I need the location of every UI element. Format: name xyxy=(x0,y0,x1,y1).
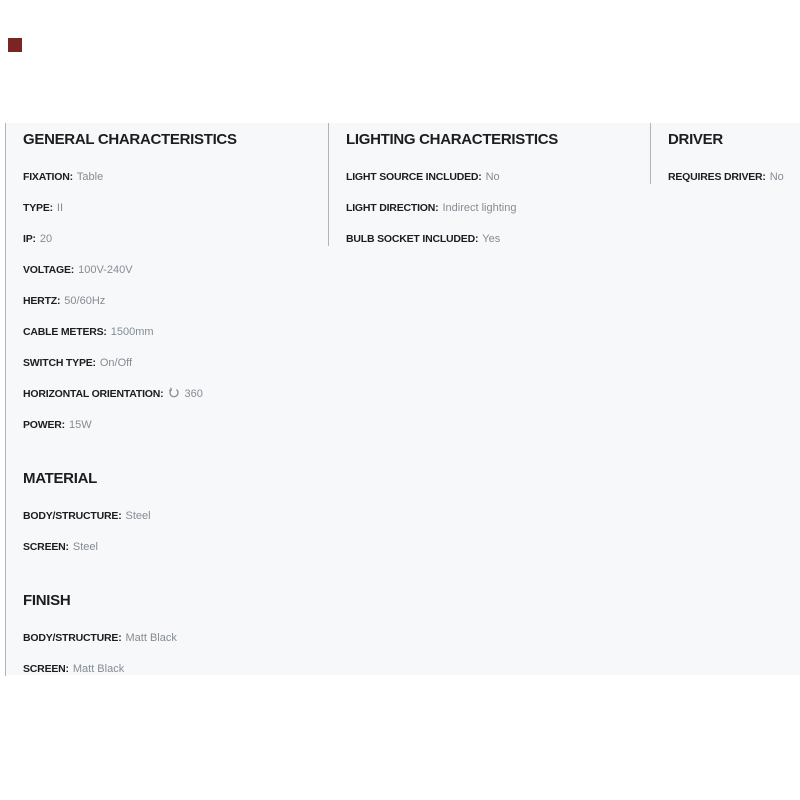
spec-section xyxy=(23,470,318,554)
spec-value: Matt Black xyxy=(125,632,177,644)
spec-row xyxy=(346,231,640,246)
spec-label: TYPE: xyxy=(23,202,53,214)
spec-value: Steel xyxy=(72,541,98,553)
section-title: GENERAL CHARACTERISTICS xyxy=(23,131,237,148)
spec-value: Steel xyxy=(125,510,151,522)
spec-section xyxy=(346,131,640,246)
spec-value: Matt Black xyxy=(72,663,125,675)
spec-label: BULB SOCKET INCLUDED: xyxy=(346,233,479,245)
spec-row xyxy=(23,231,318,246)
spec-section xyxy=(23,131,318,432)
spec-label: BODY/STRUCTURE: xyxy=(23,632,122,644)
spec-value: Table xyxy=(76,171,104,183)
spec-label: IP: xyxy=(23,233,36,245)
spec-label: BODY/STRUCTURE: xyxy=(23,510,122,522)
spec-value: II xyxy=(56,202,64,214)
spec-row xyxy=(23,293,318,308)
spec-row xyxy=(346,169,640,184)
spec-label: LIGHT DIRECTION: xyxy=(346,202,439,214)
spec-row xyxy=(23,200,318,215)
spec-value: On/Off xyxy=(99,357,133,369)
spec-label: HORIZONTAL ORIENTATION: xyxy=(23,388,164,400)
spec-value: 360 xyxy=(184,388,203,400)
spec-row xyxy=(668,169,790,184)
spec-row xyxy=(23,386,318,401)
spec-row xyxy=(23,169,318,184)
spec-value: 100V-240V xyxy=(78,264,133,276)
rotation-icon xyxy=(168,387,180,401)
spec-label: SCREEN: xyxy=(23,663,69,675)
spec-row xyxy=(23,539,318,554)
spec-label: VOLTAGE: xyxy=(23,264,75,276)
spec-row xyxy=(23,355,318,370)
spec-value: No xyxy=(769,171,784,183)
spec-label: REQUIRES DRIVER: xyxy=(668,171,766,183)
spec-row xyxy=(23,661,318,676)
section-title: DRIVER xyxy=(668,131,723,148)
spec-section xyxy=(668,131,790,184)
spec-value: 1500mm xyxy=(110,326,154,338)
spec-value: Indirect lighting xyxy=(442,202,517,214)
spec-label: FIXATION: xyxy=(23,171,73,183)
spec-section xyxy=(23,592,318,676)
section-title: MATERIAL xyxy=(23,470,97,487)
spec-row xyxy=(23,508,318,523)
spec-panel xyxy=(5,123,800,675)
spec-row xyxy=(23,417,318,432)
spec-label: POWER: xyxy=(23,419,65,431)
spec-row xyxy=(23,630,318,645)
spec-value: 20 xyxy=(39,233,53,245)
spec-value: No xyxy=(485,171,500,183)
spec-label: LIGHT SOURCE INCLUDED: xyxy=(346,171,482,183)
spec-column-1 xyxy=(328,123,650,246)
spec-label: SWITCH TYPE: xyxy=(23,357,96,369)
spec-label: CABLE METERS: xyxy=(23,326,107,338)
spec-row xyxy=(23,324,318,339)
spec-value: Yes xyxy=(482,233,501,245)
section-title: FINISH xyxy=(23,592,71,609)
spec-value: 15W xyxy=(68,419,92,431)
spec-column-0 xyxy=(5,123,328,676)
spec-value: 50/60Hz xyxy=(64,295,106,307)
spec-row xyxy=(23,262,318,277)
section-title: LIGHTING CHARACTERISTICS xyxy=(346,131,558,148)
spec-row xyxy=(346,200,640,215)
spec-label: HERTZ: xyxy=(23,295,61,307)
brand-mark xyxy=(8,38,22,52)
spec-label: SCREEN: xyxy=(23,541,69,553)
spec-column-2 xyxy=(650,123,800,184)
